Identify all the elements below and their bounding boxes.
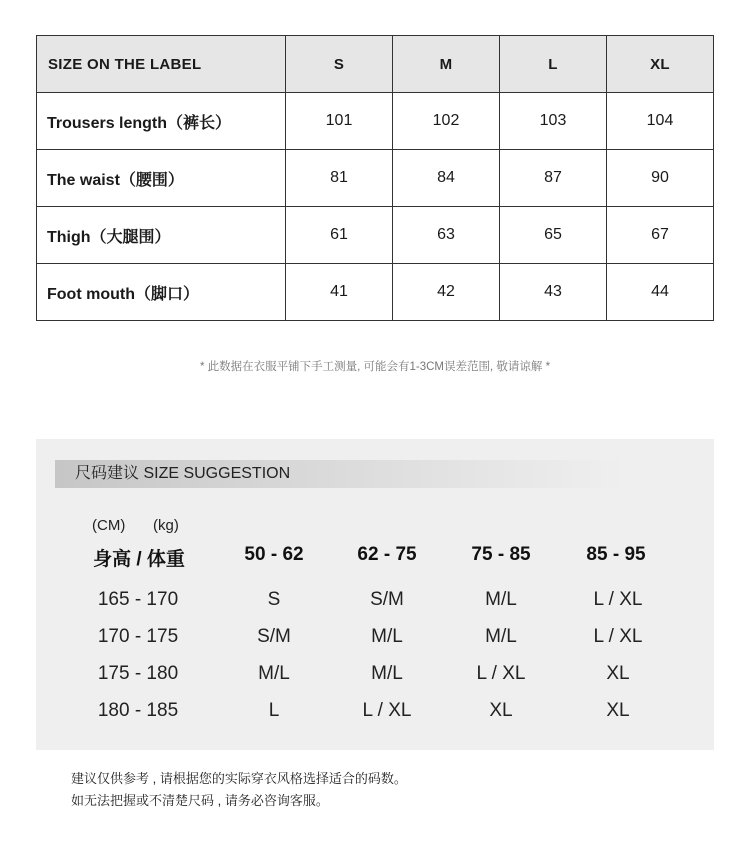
suggestion-size: XL	[606, 700, 630, 721]
table-cell: 104	[607, 93, 714, 150]
table-cell: 63	[393, 207, 500, 264]
row-label-waist: The waist（腰围）	[37, 150, 286, 207]
table-row	[37, 93, 714, 150]
table-cell: 42	[393, 264, 500, 321]
row-label-thigh: Thigh（大腿围）	[37, 207, 286, 264]
footer-advice	[71, 768, 407, 812]
table-row	[37, 207, 714, 264]
suggestion-size: XL	[489, 700, 513, 721]
table-row	[37, 264, 714, 321]
suggestion-size: L / XL	[593, 589, 643, 610]
suggestion-size: M/L	[485, 589, 517, 610]
table-cell: 67	[607, 207, 714, 264]
suggestion-header-height-weight: 身高 / 体重	[93, 549, 185, 570]
header-size-on-label: SIZE ON THE LABEL	[37, 36, 286, 93]
height-unit: (CM)	[92, 517, 126, 534]
suggestion-size: L	[268, 700, 280, 721]
row-label-trousers-length: Trousers length（裤长）	[37, 93, 286, 150]
table-cell: 44	[607, 264, 714, 321]
size-suggestion-panel	[36, 439, 714, 750]
suggestion-size: M/L	[485, 626, 517, 647]
size-table-header-row	[37, 36, 714, 93]
table-row	[37, 150, 714, 207]
header-size-l: L	[500, 36, 607, 93]
table-cell: 90	[607, 150, 714, 207]
table-cell: 43	[500, 264, 607, 321]
footer-line: 如无法把握或不清楚尺码 , 请务必咨询客服。	[71, 793, 329, 808]
table-cell: 41	[286, 264, 393, 321]
table-cell: 84	[393, 150, 500, 207]
suggestion-size: S/M	[370, 589, 404, 610]
table-cell: 81	[286, 150, 393, 207]
table-cell: 103	[500, 93, 607, 150]
suggestion-size: M/L	[371, 626, 403, 647]
table-cell: 65	[500, 207, 607, 264]
suggestion-size: M/L	[371, 663, 403, 684]
suggestion-height-range: 180 - 185	[97, 700, 179, 721]
footer-line: 建议仅供参考 , 请根据您的实际穿衣风格选择适合的码数。	[71, 771, 407, 786]
suggestion-grid	[36, 439, 714, 750]
suggestion-header-weight-range: 62 - 75	[357, 544, 417, 565]
suggestion-size: S	[267, 589, 281, 610]
suggestion-size: M/L	[258, 663, 290, 684]
table-cell: 102	[393, 93, 500, 150]
suggestion-size: L / XL	[476, 663, 526, 684]
weight-unit: (kg)	[153, 517, 179, 534]
size-table	[36, 35, 714, 321]
suggestion-header-weight-range: 50 - 62	[244, 544, 304, 565]
suggestion-size: XL	[606, 663, 630, 684]
suggestion-header-weight-range: 75 - 85	[471, 544, 531, 565]
suggestion-height-range: 165 - 170	[97, 589, 179, 610]
suggestion-height-range: 170 - 175	[97, 626, 179, 647]
suggestion-title: 尺码建议 SIZE SUGGESTION	[55, 460, 625, 488]
header-size-s: S	[286, 36, 393, 93]
row-label-foot-mouth: Foot mouth（脚口）	[37, 264, 286, 321]
suggestion-height-range: 175 - 180	[97, 663, 179, 684]
suggestion-size: L / XL	[593, 626, 643, 647]
measurement-note: * 此数据在衣服平铺下手工测量, 可能会有1-3CM误差范围, 敬请谅解 *	[199, 361, 551, 373]
suggestion-size: L / XL	[362, 700, 412, 721]
suggestion-size: S/M	[257, 626, 291, 647]
suggestion-header-weight-range: 85 - 95	[586, 544, 646, 565]
header-size-xl: XL	[607, 36, 714, 93]
table-cell: 101	[286, 93, 393, 150]
table-cell: 87	[500, 150, 607, 207]
table-cell: 61	[286, 207, 393, 264]
header-size-m: M	[393, 36, 500, 93]
